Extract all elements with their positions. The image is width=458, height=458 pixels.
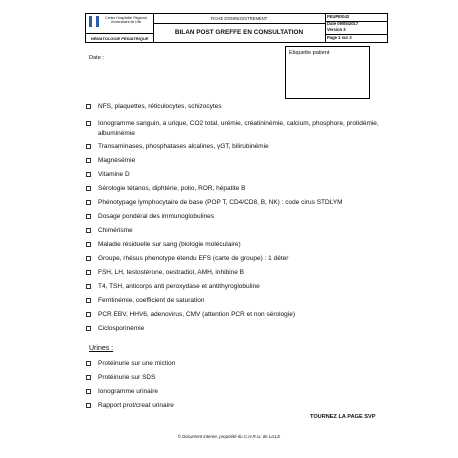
document-title: BILAN POST GREFFE EN CONSULTATION	[174, 29, 304, 36]
header-logo-cell	[86, 14, 154, 42]
org-line-2: Universitaire de Lille	[110, 20, 142, 24]
urine-checkbox[interactable]	[86, 403, 91, 408]
exam-checkbox[interactable]	[86, 298, 91, 303]
exam-label: Transaminases, phosphatases alcalines, γGT, bilirubinémie	[98, 143, 269, 150]
exam-label: Vitamine D	[98, 171, 130, 178]
exam-label: Chimérisme	[98, 227, 133, 234]
document-date: Date 09/05/2017	[327, 21, 359, 26]
exam-checkbox[interactable]	[86, 104, 91, 109]
urine-checkbox[interactable]	[86, 361, 91, 366]
header-meta-cell	[325, 14, 387, 42]
date-label: Date :	[89, 55, 104, 61]
urine-checkbox[interactable]	[86, 389, 91, 394]
exam-label: PCR EBV, HHV6, adenovirus, CMV (attention PCR et non sérologie)	[98, 311, 296, 318]
exam-checkbox[interactable]	[86, 256, 91, 261]
copyright-note: © Document interne, propriété du C.H.R.U. de LILLE	[177, 434, 281, 439]
urine-checkbox[interactable]	[86, 375, 91, 380]
exam-label: Maladie résiduelle sur sang (biologie moléculaire)	[98, 241, 241, 248]
exam-label: Ionogramme sanguin, a urique, CO2 total, urémie, créatininémie, calcium, phosphore, protidémie,	[98, 120, 379, 127]
urine-exam-label: Ionogramme urinaire	[98, 388, 158, 395]
exam-label: Dosage pondéral des immunoglobulines	[98, 213, 214, 220]
exam-checkbox[interactable]	[86, 172, 91, 177]
exam-checkbox[interactable]	[86, 312, 91, 317]
department-name: HÉMATOLOGIE PÉDIATRIQUE	[86, 33, 153, 43]
exam-label: Groupe, rhésus phenotype étendu EFS (carte de groupe) : 1 déter	[98, 255, 289, 262]
urine-exam-label: Protéinurie sur une miction	[98, 360, 176, 367]
exam-checkbox[interactable]	[86, 121, 91, 126]
exam-checkbox[interactable]	[86, 270, 91, 275]
turn-page-note: TOURNEZ LA PAGE SVP	[310, 414, 376, 420]
exam-label: T4, TSH, anticorps anti peroxydase et antithyroglobuline	[98, 283, 260, 290]
org-line-1: Centre Hospitalier Régional	[105, 16, 147, 20]
chru-logo-icon	[89, 16, 99, 27]
organization-name	[100, 16, 152, 24]
urine-exam-label: Protéinurie sur SDS	[98, 374, 156, 381]
exam-label: Magnésémie	[98, 157, 136, 164]
exam-checkbox[interactable]	[86, 284, 91, 289]
exam-label: Ferritinémie, coefficient de saturation	[98, 297, 205, 304]
form-type: FICHE D'ENREGISTREMENT	[153, 14, 325, 24]
page-number: Page 1 sur 2	[327, 35, 352, 40]
header-title-cell	[153, 14, 326, 42]
exam-label: NFS, plaquettes, réticulocytes, schizocytes	[98, 103, 222, 110]
exam-checkbox[interactable]	[86, 186, 91, 191]
exam-checkbox[interactable]	[86, 158, 91, 163]
exam-label-continuation: albuminémie	[98, 130, 135, 137]
exam-checkbox[interactable]	[86, 228, 91, 233]
document-code: FEUPE/043	[327, 14, 350, 19]
urine-exam-label: Rapport prot/creat urinaire	[98, 402, 174, 409]
patient-label-box[interactable]	[285, 46, 370, 99]
exam-checkbox[interactable]	[86, 326, 91, 331]
exam-checkbox[interactable]	[86, 214, 91, 219]
document-header	[85, 13, 388, 43]
exam-checkbox[interactable]	[86, 242, 91, 247]
patient-label-text: Etiquette patient	[289, 50, 330, 56]
exam-checkbox[interactable]	[86, 144, 91, 149]
exam-label: Phénotypage lymphocytaire de base (POP T, CD4/CD8, B, NK) : code cirus STDLYM	[98, 199, 343, 206]
document-version: Version 3	[327, 27, 346, 32]
exam-checkbox[interactable]	[86, 200, 91, 205]
exam-label: FSH, LH, testostérone, oestradiol, AMH, inhibine B	[98, 269, 244, 276]
exam-label: Sérologie tétanos, diphtérie, polio, ROR, hépatite B	[98, 185, 246, 192]
urines-section-title: Urines :	[89, 345, 114, 352]
exam-label: Ciclosporinémie	[98, 325, 145, 332]
